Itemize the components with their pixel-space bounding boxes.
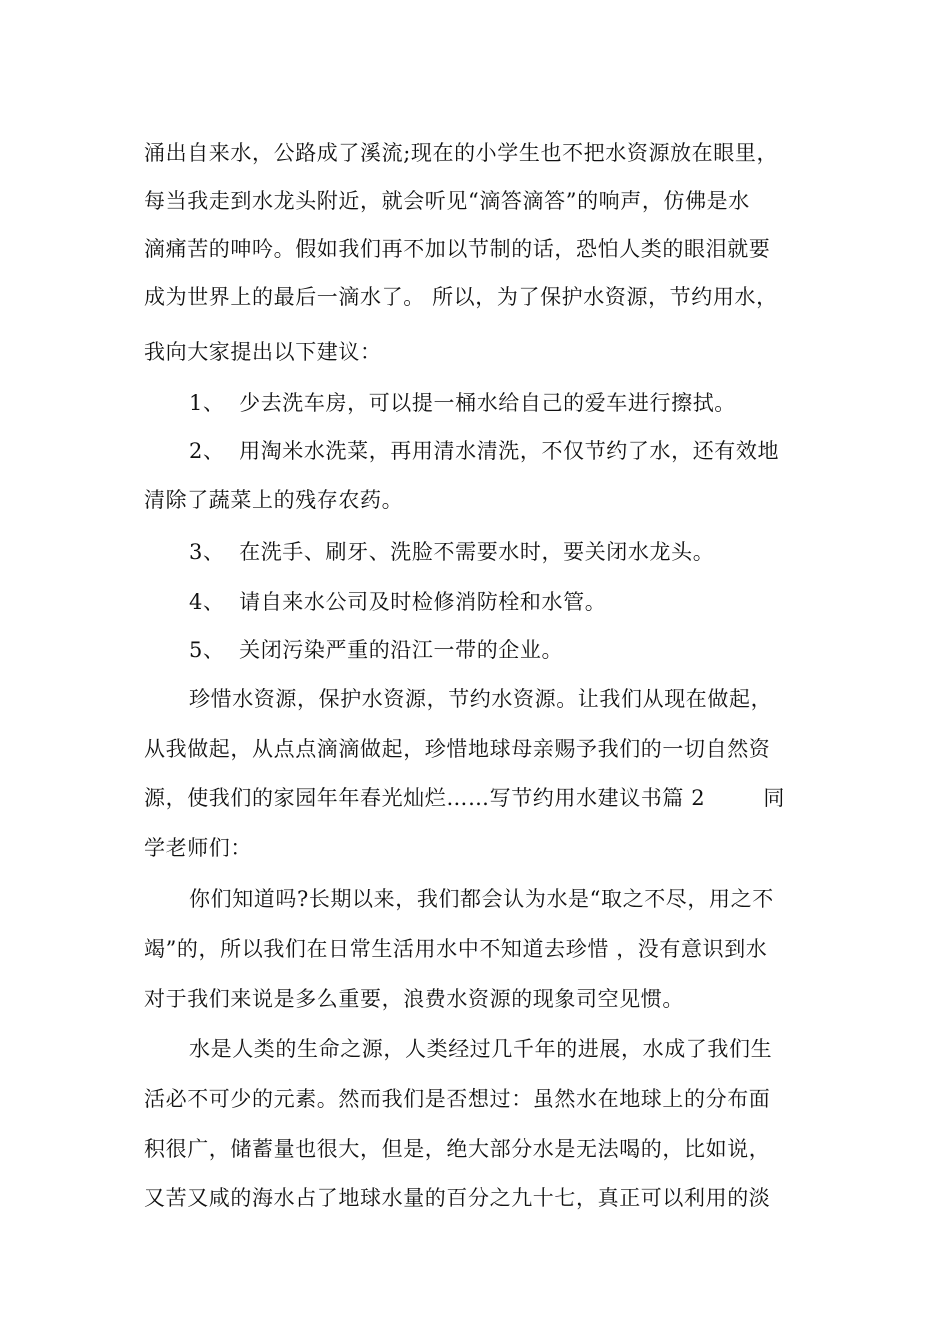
- text-line: 学老师们：: [144, 836, 252, 860]
- list-item: 2、 用淘米水洗菜，再用清水清洗，不仅节约了水，还有效地: [189, 439, 780, 463]
- text-line: 我向大家提出以下建议：: [144, 340, 382, 364]
- text-line: 涌出自来水，公路成了溪流;现在的小学生也不把水资源放在眼里，: [144, 141, 779, 165]
- text-line: 滴痛苦的呻吟。假如我们再不加以节制的话，恐怕人类的眼泪就要: [144, 237, 771, 261]
- list-item: 4、 请自来水公司及时检修消防栓和水管。: [189, 590, 607, 614]
- text-line: 竭”的，所以我们在日常生活用水中不知道去珍惜 ，没有意识到水: [144, 937, 768, 961]
- text-line: 从我做起，从点点滴滴做起，珍惜地球母亲赐予我们的一切自然资: [144, 737, 771, 761]
- text-line: 活必不可少的元素。然而我们是否想过：虽然水在地球上的分布面: [144, 1087, 771, 1111]
- text-line: 积很广，储蓄量也很大，但是，绝大部分水是无法喝的，比如说，: [144, 1137, 771, 1161]
- text-line: 对于我们来说是多么重要，浪费水资源的现象司空见惯。: [144, 987, 684, 1011]
- text-line: 每当我走到水龙头附近，就会听见“滴答滴答”的响声，仿佛是水: [144, 189, 750, 213]
- text-line: 源，使我们的家园年年春光灿烂……写节约用水建议书篇 2 同: [144, 786, 786, 810]
- list-item: 3、 在洗手、刷牙、洗脸不需要水时，要关闭水龙头。: [189, 540, 715, 564]
- text-line: 珍惜水资源，保护水资源，节约水资源。让我们从现在做起，: [189, 687, 773, 711]
- text-line: 你们知道吗?长期以来，我们都会认为水是“取之不尽，用之不: [189, 887, 774, 911]
- text-line: 又苦又咸的海水占了地球水量的百分之九十七，真正可以利用的淡: [144, 1186, 771, 1210]
- text-line: 清除了蔬菜上的残存农药。: [144, 488, 404, 512]
- list-item: 1、 少去洗车房，可以提一桶水给自己的爱车进行擦拭。: [189, 391, 736, 415]
- text-line: 成为世界上的最后一滴水了。 所以，为了保护水资源，节约用水，: [144, 285, 778, 309]
- list-item: 5、 关闭污染严重的沿江一带的企业。: [189, 638, 564, 662]
- text-line: 水是人类的生命之源，人类经过几千年的进展，水成了我们生: [189, 1037, 773, 1061]
